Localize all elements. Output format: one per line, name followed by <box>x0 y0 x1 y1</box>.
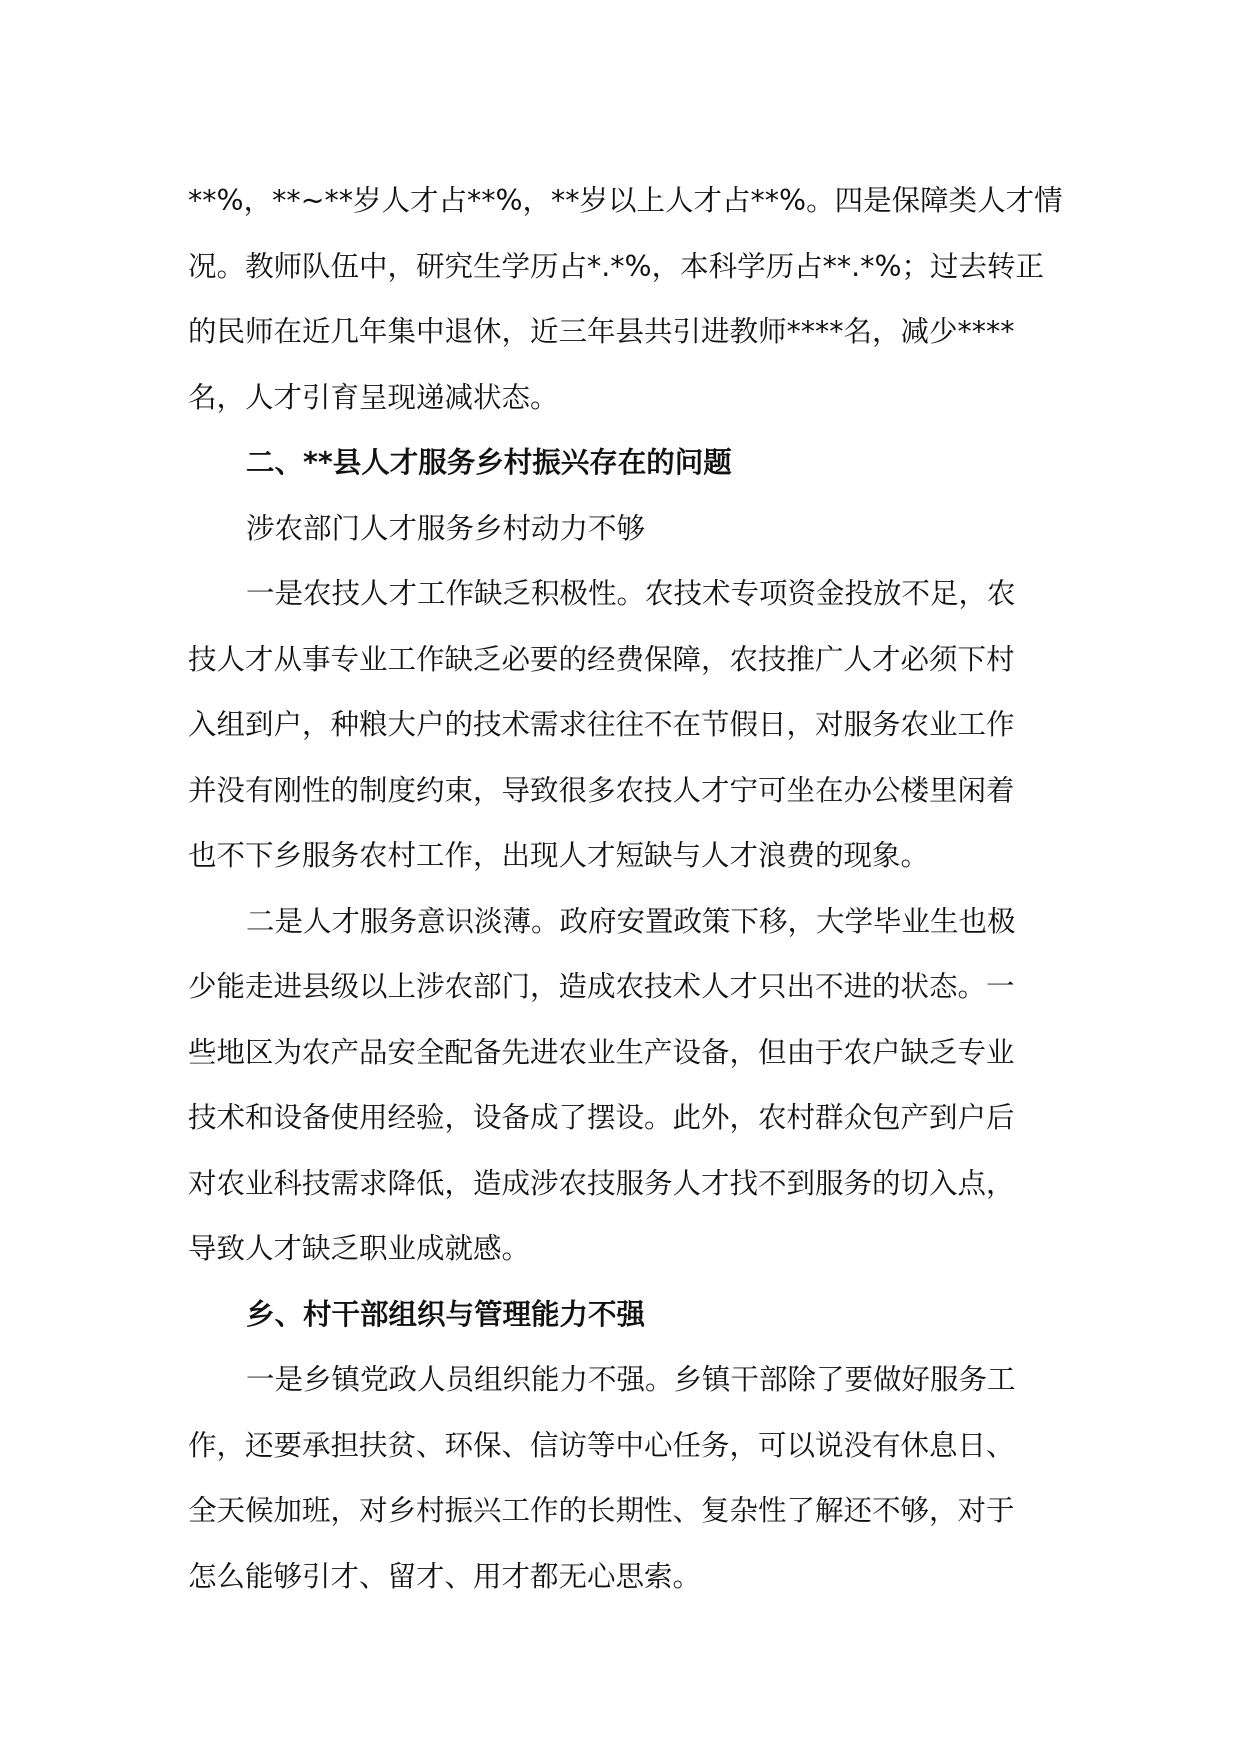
body-text-line: 入组到户，种粮大户的技术需求往往不在节假日，对服务农业工作 <box>188 708 1015 741</box>
body-text-line: 些地区为农产品安全配备先进农业生产设备，但由于农户缺乏专业 <box>188 1035 1015 1069</box>
body-text-line: **%，**~**岁人才占**%，**岁以上人才占**%。四是保障类人才情 <box>188 184 1063 217</box>
paragraph-first-line: 一是乡镇党政人员组织能力不强。乡镇干部除了要做好服务工 <box>246 1363 1016 1396</box>
paragraph-first-line: 一是农技人才工作缺乏积极性。农技术专项资金投放不足，农 <box>246 577 1016 610</box>
body-text-line: 并没有刚性的制度约束，导致很多农技人才宁可坐在办公楼里闲着 <box>188 773 1015 807</box>
document-page <box>188 168 1063 1609</box>
body-text-line: 技术和设备使用经验，设备成了摆设。此外，农村群众包产到户后 <box>188 1101 1015 1134</box>
body-text-line: 作，还要承担扶贫、环保、信访等中心任务，可以说没有休息日、 <box>188 1428 1015 1462</box>
paragraph-first-line: 二是人才服务意识淡薄。政府安置政策下移，大学毕业生也极 <box>246 904 1016 938</box>
body-text-line: 全天候加班，对乡村振兴工作的长期性、复杂性了解还不够，对于 <box>188 1494 1015 1527</box>
section-heading: 二、**县人才服务乡村振兴存在的问题 <box>246 446 732 479</box>
body-text-line: 也不下乡服务农村工作，出现人才短缺与人才浪费的现象。 <box>188 839 930 872</box>
body-text-line: 导致人才缺乏职业成就感。 <box>188 1232 531 1265</box>
body-text-line: 况。教师队伍中，研究生学历占*.*%，本科学历占**.*%；过去转正 <box>188 249 1045 283</box>
body-text-line: 名，人才引育呈现递减状态。 <box>188 380 559 414</box>
body-text-line: 少能走进县级以上涉农部门，造成农技术人才只出不进的状态。一 <box>188 970 1015 1003</box>
body-text-line: 的民师在近几年集中退休，近三年县共引进教师****名，减少**** <box>188 315 1015 348</box>
subsection-heading: 涉农部门人才服务乡村动力不够 <box>246 511 646 545</box>
body-text-line: 技人才从事专业工作缺乏必要的经费保障，农技推广人才必须下村 <box>188 642 1015 676</box>
subsection-heading: 乡、村干部组织与管理能力不强 <box>246 1297 646 1331</box>
body-text-line: 怎么能够引才、留才、用才都无心思索。 <box>188 1559 702 1593</box>
body-text-line: 对农业科技需求降低，造成涉农技服务人才找不到服务的切入点， <box>188 1166 1015 1200</box>
